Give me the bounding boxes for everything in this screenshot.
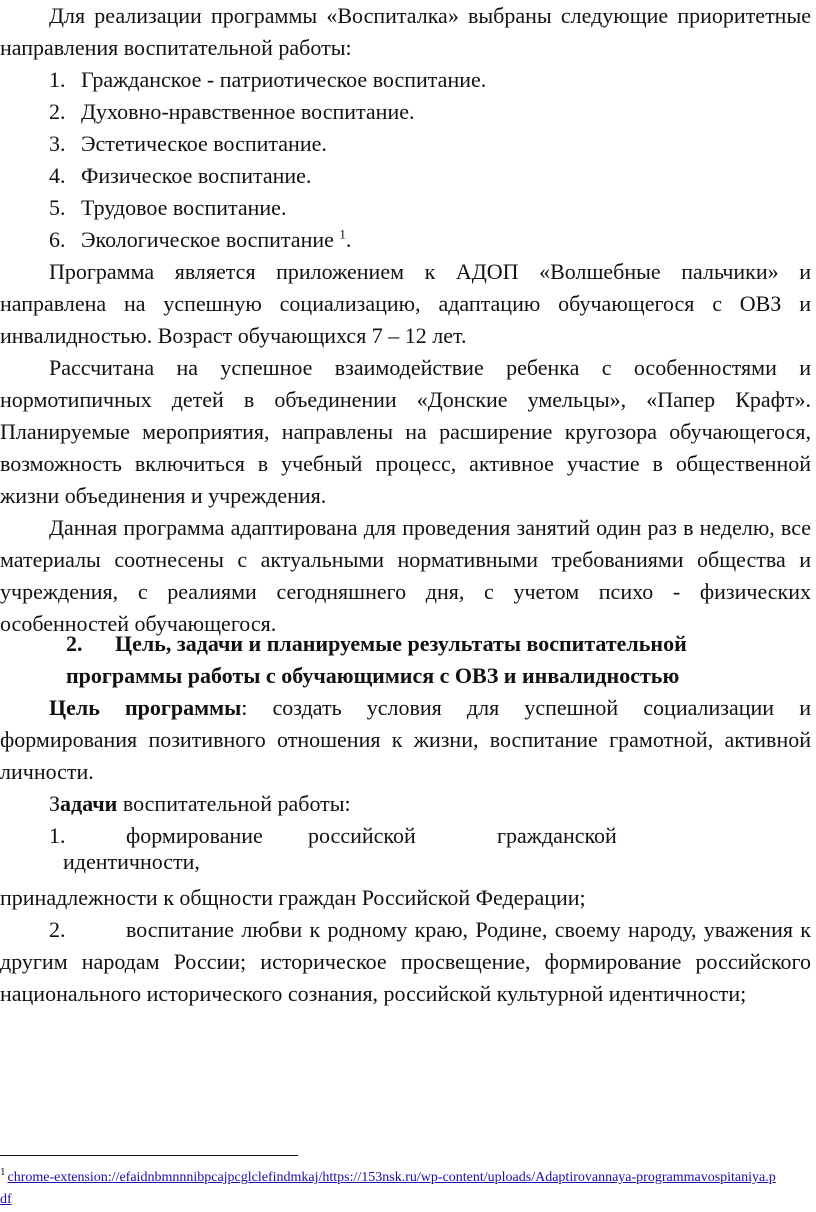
direction-number: 3. — [49, 131, 66, 156]
task-1-word-1: формирование — [126, 823, 263, 848]
direction-item-3 — [49, 128, 327, 160]
task-2-number: 2. — [49, 917, 66, 942]
tasks-heading — [49, 788, 351, 820]
goal-label: Цель программы — [49, 695, 242, 720]
direction-text: Гражданское - патриотическое воспитание. — [81, 67, 487, 92]
task-1-word-3: гражданской — [497, 823, 617, 848]
direction-number: 4. — [49, 163, 66, 188]
direction-number: 2. — [49, 99, 66, 124]
footnote-reference[interactable]: 1 — [339, 226, 346, 242]
interaction-paragraph: Рассчитана на успешное взаимодействие ребенка с особенностями и нормотипичных детей в объединении «Донские умельцы», «Папер Крафт». Планируемые мероприятия, направлены на расширение кругозора обучающегося, возможность включиться в учебный процесс, активное участие в общественной жизни объединения и учреждения. — [0, 355, 811, 508]
direction-tail: . — [345, 227, 352, 252]
footnote — [0, 1167, 780, 1211]
task-2-text: воспитание любви к родному краю, Родине, своему народу, уважения к другим народам России; историческое просвещение, формирование российского национального исторического сознания, российской культурной идентичности; — [0, 917, 811, 1006]
direction-text: Духовно-нравственное воспитание. — [81, 99, 415, 124]
direction-number: 1. — [49, 67, 66, 92]
section-heading-line1 — [66, 628, 687, 660]
section-number: 2. — [66, 631, 83, 656]
direction-item-2 — [49, 96, 415, 128]
direction-text: Трудовое воспитание. — [81, 195, 287, 220]
direction-number: 6. — [49, 227, 66, 252]
direction-text: Эстетическое воспитание. — [81, 131, 327, 156]
footnote-link[interactable]: chrome-extension://efaidnbmnnnibpcajpcglclefindmkaj/https://153nsk.ru/wp-content/uploads/Adaptirovannaya-programmavospitaniya.pdf — [0, 1170, 776, 1207]
program-paragraph: Программа является приложением к АДОП «Волшебные пальчики» и направлена на успешную социализацию, адаптацию обучающегося с ОВЗ и инвалидностью. Возраст обучающихся 7 – 12 лет. — [0, 259, 811, 348]
direction-item-4 — [49, 160, 311, 192]
tasks-prefix: З — [49, 791, 61, 816]
section-title: Цель, задачи и планируемые результаты воспитательной — [115, 631, 687, 656]
direction-item-1 — [49, 64, 486, 96]
footnote-mark: 1 — [0, 1166, 6, 1179]
tasks-label: адачи — [60, 791, 118, 816]
adaptation-paragraph: Данная программа адаптирована для проведения занятий один раз в неделю, все материалы соотнесены с актуальными нормативными требованиями общества и учреждения, с реалиями сегодняшнего дня, с учетом психо - физических особенностей обучающегося. — [0, 515, 811, 636]
task-2-paragraph — [0, 914, 811, 1010]
direction-item-6 — [49, 224, 351, 256]
section-heading-line2: программы работы с обучающимися с ОВЗ и инвалидностью — [66, 663, 680, 688]
footnote-separator — [0, 1155, 298, 1156]
task-1-word-2: российской — [308, 823, 416, 848]
tasks-text: воспитательной работы: — [117, 791, 351, 816]
task-1-line-2: идентичности, — [63, 849, 200, 874]
task-1-line-3: принадлежности к общности граждан Российской Федерации; — [0, 885, 586, 910]
intro-paragraph: Для реализации программы «Воспиталка» выбраны следующие приоритетные направления воспитательной работы: — [0, 3, 811, 60]
goal-text: : создать условия для успешной социализации и формирования позитивного отношения к жизни, воспитание грамотной, активной личности. — [0, 695, 811, 784]
direction-text: Экологическое воспитание — [81, 227, 334, 252]
direction-number: 5. — [49, 195, 66, 220]
direction-text: Физическое воспитание. — [81, 163, 312, 188]
task-1-number: 1. — [49, 823, 66, 848]
goal-paragraph — [0, 692, 811, 788]
direction-item-5 — [49, 192, 286, 224]
